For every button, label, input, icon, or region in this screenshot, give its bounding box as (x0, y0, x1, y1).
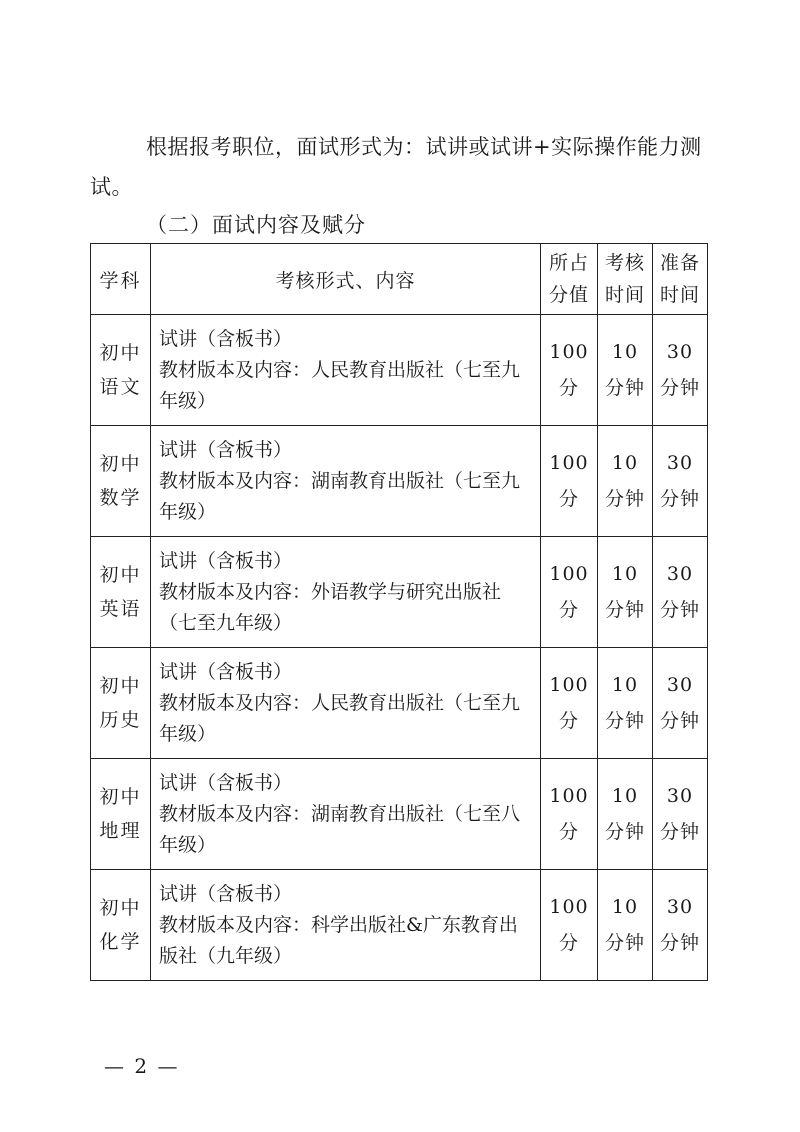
exam-time-value: 10 (611, 674, 639, 696)
score-value: 100 (549, 785, 589, 807)
exam-time-value: 10 (611, 896, 639, 918)
intro-paragraph: 根据报考职位，面试形式为：试讲或试讲+实际操作能力测试。 (90, 135, 702, 199)
prep-time-value: 30 (666, 341, 694, 363)
exam-material: 教材版本及内容：科学出版社&广东教育出版社（九年级） (159, 913, 518, 967)
header-score-line2: 分值 (548, 284, 589, 306)
exam-form: 试讲（含板书） (159, 882, 293, 905)
page-number: — 2 — (104, 1054, 180, 1078)
prep-time-unit: 分钟 (659, 377, 700, 399)
content-cell (151, 315, 541, 426)
header-time (598, 244, 653, 315)
exam-material: 教材版本及内容：人民教育出版社（七至九年级） (159, 691, 521, 745)
prep-time-unit: 分钟 (659, 821, 700, 843)
subject-level: 初中 (99, 786, 142, 808)
interview-content-table (90, 243, 708, 981)
exam-form: 试讲（含板书） (159, 327, 293, 350)
prep-time-value: 30 (666, 896, 694, 918)
subject-cell (91, 870, 151, 981)
content-cell (151, 537, 541, 648)
score-value: 100 (549, 452, 589, 474)
prep-time-unit: 分钟 (659, 488, 700, 510)
score-cell (541, 870, 598, 981)
subject-name: 英语 (99, 598, 142, 620)
prep-time-cell (653, 315, 708, 426)
table-row (91, 870, 708, 981)
exam-material: 教材版本及内容：湖南教育出版社（七至八年级） (159, 802, 521, 856)
score-cell (541, 648, 598, 759)
exam-form: 试讲（含板书） (159, 438, 293, 461)
score-cell (541, 759, 598, 870)
header-content: 考核形式、内容 (151, 244, 541, 315)
header-score-line1: 所占 (548, 252, 589, 274)
prep-time-value: 30 (666, 452, 694, 474)
subject-cell (91, 648, 151, 759)
subject-level: 初中 (99, 342, 142, 364)
subject-name: 化学 (99, 931, 142, 953)
score-unit: 分 (558, 488, 579, 510)
score-unit: 分 (558, 377, 579, 399)
content-cell (151, 648, 541, 759)
prep-time-value: 30 (666, 785, 694, 807)
table-row (91, 537, 708, 648)
subject-cell (91, 537, 151, 648)
header-score (541, 244, 598, 315)
prep-time-cell (653, 426, 708, 537)
prep-time-value: 30 (666, 674, 694, 696)
score-value: 100 (549, 563, 589, 585)
table-row (91, 759, 708, 870)
header-time-line2: 时间 (604, 284, 645, 306)
table-row (91, 426, 708, 537)
prep-time-cell (653, 759, 708, 870)
header-prep-line1: 准备 (659, 252, 700, 274)
table-header-row (91, 244, 708, 315)
subject-name: 历史 (99, 709, 142, 731)
exam-time-unit: 分钟 (604, 488, 645, 510)
exam-time-value: 10 (611, 341, 639, 363)
prep-time-unit: 分钟 (659, 599, 700, 621)
exam-form: 试讲（含板书） (159, 771, 293, 794)
header-prep-line2: 时间 (659, 284, 700, 306)
subject-level: 初中 (99, 897, 142, 919)
prep-time-unit: 分钟 (659, 932, 700, 954)
subject-cell (91, 426, 151, 537)
exam-time-value: 10 (611, 452, 639, 474)
subject-level: 初中 (99, 564, 142, 586)
exam-time-cell (598, 426, 653, 537)
prep-time-cell (653, 648, 708, 759)
subject-name: 地理 (99, 820, 142, 842)
header-prep (653, 244, 708, 315)
exam-material: 教材版本及内容：人民教育出版社（七至九年级） (159, 358, 521, 412)
prep-time-cell (653, 870, 708, 981)
exam-time-cell (598, 315, 653, 426)
prep-time-cell (653, 537, 708, 648)
content-cell (151, 759, 541, 870)
exam-material: 教材版本及内容：湖南教育出版社（七至九年级） (159, 469, 521, 523)
exam-time-value: 10 (611, 785, 639, 807)
score-value: 100 (549, 341, 589, 363)
score-cell (541, 537, 598, 648)
score-unit: 分 (558, 932, 579, 954)
subject-cell (91, 315, 151, 426)
score-value: 100 (549, 674, 589, 696)
score-unit: 分 (558, 599, 579, 621)
exam-time-unit: 分钟 (604, 710, 645, 732)
exam-form: 试讲（含板书） (159, 549, 293, 572)
header-time-line1: 考核 (604, 252, 645, 274)
exam-time-unit: 分钟 (604, 599, 645, 621)
exam-time-unit: 分钟 (604, 377, 645, 399)
subject-name: 数学 (99, 487, 142, 509)
score-unit: 分 (558, 821, 579, 843)
prep-time-unit: 分钟 (659, 710, 700, 732)
score-value: 100 (549, 896, 589, 918)
exam-time-cell (598, 870, 653, 981)
subject-level: 初中 (99, 675, 142, 697)
score-cell (541, 426, 598, 537)
subject-name: 语文 (99, 376, 142, 398)
table-row (91, 315, 708, 426)
exam-time-unit: 分钟 (604, 932, 645, 954)
content-cell (151, 870, 541, 981)
subject-level: 初中 (99, 453, 142, 475)
table-row (91, 648, 708, 759)
subject-cell (91, 759, 151, 870)
exam-time-unit: 分钟 (604, 821, 645, 843)
exam-time-value: 10 (611, 563, 639, 585)
exam-time-cell (598, 537, 653, 648)
exam-time-cell (598, 759, 653, 870)
exam-form: 试讲（含板书） (159, 660, 293, 683)
content-cell (151, 426, 541, 537)
score-cell (541, 315, 598, 426)
section-heading: （二）面试内容及赋分 (146, 213, 366, 237)
prep-time-value: 30 (666, 563, 694, 585)
exam-time-cell (598, 648, 653, 759)
header-subject: 学科 (91, 244, 151, 315)
exam-material: 教材版本及内容：外语教学与研究出版社（七至九年级） (159, 580, 502, 634)
score-unit: 分 (558, 710, 579, 732)
